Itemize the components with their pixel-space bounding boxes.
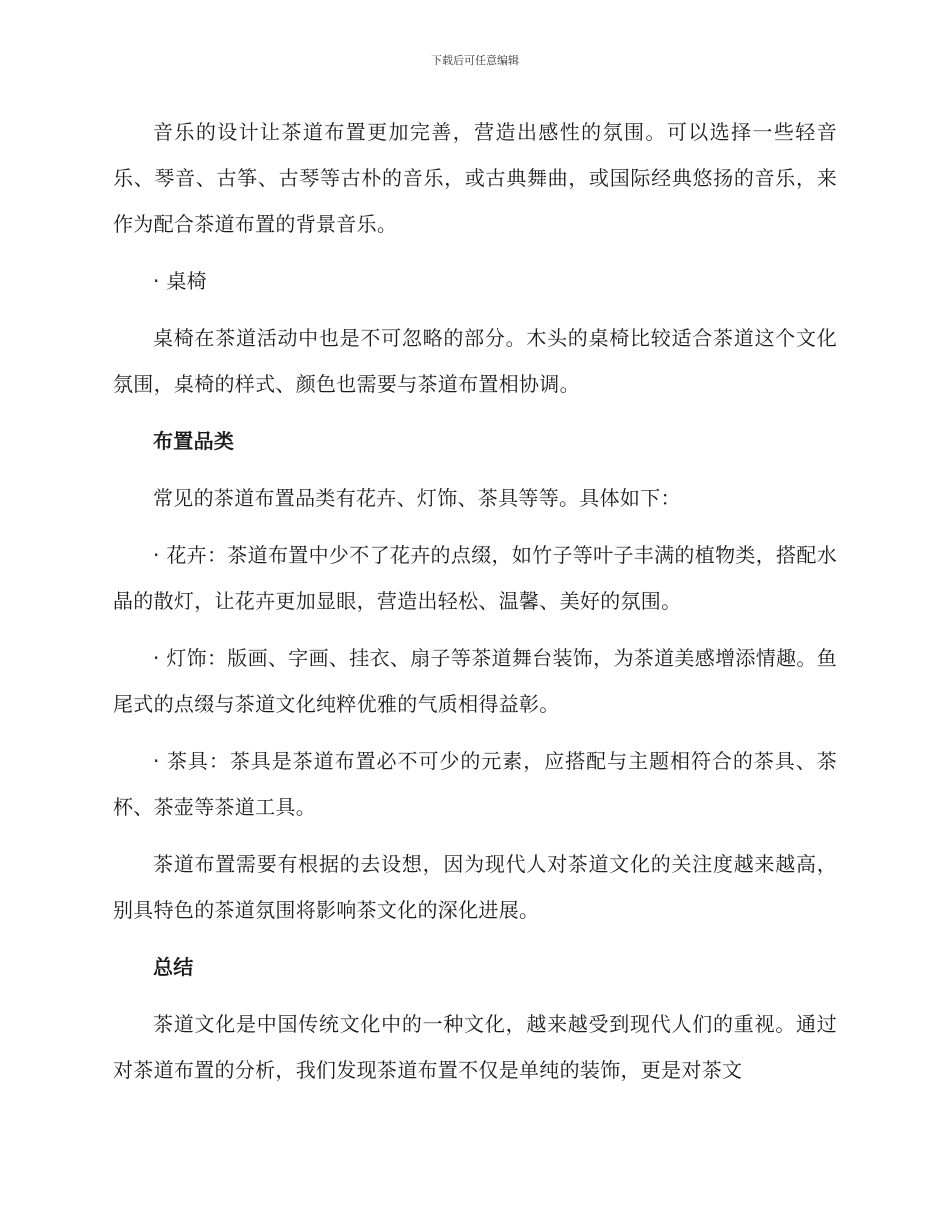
bullet-furniture: · 桌椅 (153, 269, 207, 293)
bullet-flowers: · 花卉：茶道布置中少不了花卉的点缀，如竹子等叶子丰满的植物类，搭配水晶的散灯，让花卉更加显眼，营造出轻松、温馨、美好的氛围。 (113, 543, 837, 613)
paragraph-music: 音乐的设计让茶道布置更加完善，营造出感性的氛围。可以选择一些轻音乐、琴音、古筝、古琴等古朴的音乐，或古典舞曲，或国际经典悠扬的音乐，来作为配合茶道布置的背景音乐。 (113, 120, 837, 236)
section-heading-summary: 总结 (153, 955, 194, 979)
paragraph-summary: 茶道文化是中国传统文化中的一种文化，越来越受到现代人们的重视。通过对茶道布置的分析，我们发现茶道布置不仅是单纯的装饰，更是对茶文 (113, 1012, 837, 1082)
section-heading-categories: 布置品类 (153, 429, 235, 453)
paragraph-design-thinking: 茶道布置需要有根据的去设想，因为现代人对茶道文化的关注度越来越高，别具特色的茶道氛围将影响茶文化的深化进展。 (113, 852, 837, 922)
bullet-teaware: · 茶具：茶具是茶道布置必不可少的元素，应搭配与主题相符合的茶具、茶杯、茶壶等茶道工具。 (113, 749, 837, 819)
paragraph-categories-intro: 常见的茶道布置品类有花卉、灯饰、茶具等等。具体如下： (153, 486, 681, 510)
paragraph-furniture: 桌椅在茶道活动中也是不可忽略的部分。木头的桌椅比较适合茶道这个文化氛围，桌椅的样式、颜色也需要与茶道布置相协调。 (113, 326, 837, 396)
page-header-note: 下载后可任意编辑 (431, 54, 519, 67)
bullet-lighting: · 灯饰：版画、字画、挂衣、扇子等茶道舞台装饰，为茶道美感增添情趣。鱼尾式的点缀与茶道文化纯粹优雅的气质相得益彰。 (113, 646, 837, 716)
document-body (113, 109, 837, 1093)
